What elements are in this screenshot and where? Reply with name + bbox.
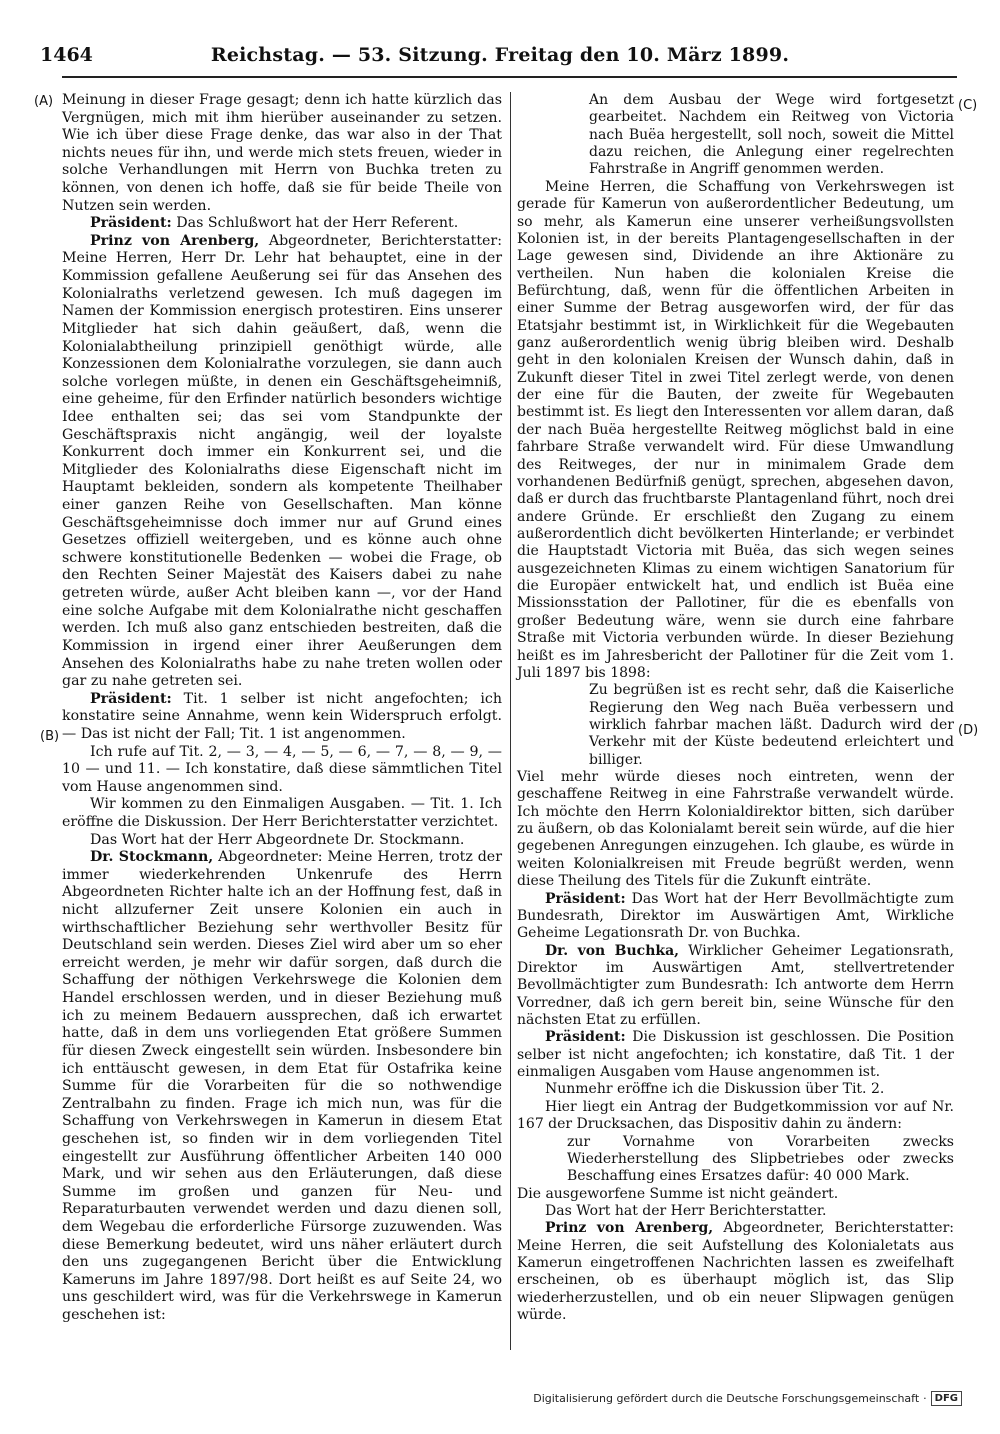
speaker-name: Prinz von Arenberg, — [90, 232, 260, 249]
margin-marker-b: (B) — [40, 729, 60, 744]
digitization-footer — [533, 1391, 962, 1406]
paragraph: Nunmehr eröffne ich die Diskussion über Tit. 2. — [545, 1081, 885, 1098]
paragraph — [62, 215, 502, 233]
page-header — [40, 44, 960, 72]
paragraph — [517, 1029, 954, 1081]
paragraph — [62, 849, 502, 1324]
speaker-name: Präsident: — [90, 215, 172, 232]
header-rule — [62, 76, 957, 78]
speaker-name: Dr. von Buchka, — [545, 942, 680, 959]
paragraph: Hier liegt ein Antrag der Budgetkommission vor auf Nr. 167 der Drucksachen, das Dispositiv dahin zu ändern: — [517, 1098, 954, 1133]
paragraph — [62, 691, 502, 744]
paragraph: Das Wort hat der Herr Berichterstatter. — [545, 1203, 827, 1219]
speaker-name: Präsident: — [545, 1029, 626, 1046]
footer-separator: · — [923, 1392, 927, 1405]
paragraph: Meinung in dieser Frage gesagt; denn ich hatte kürzlich das Vergnügen, mich mit ihm hierüber auseinander zu setzen. Wie ich über diese Frage denke, das war also in der That nichts neues für ihn, und werde mich stets freuen, wieder in solche Verhandlungen mit Herrn von Buchka treten zu können, von denen ich hoffe, daß sie für beide Theile von Nutzen sein werden. — [62, 92, 502, 214]
column-divider — [510, 92, 511, 1350]
speech-text: Die Diskussion ist geschlossen. Die Position selber ist nicht angefochten; ich konstatire, daß Tit. 1 der einmaligen Ausgaben vom Hause angenommen ist. — [517, 1029, 954, 1081]
speech-text: Das Wort hat der Herr Bevollmächtigte zum Bundesrath, Direktor im Auswärtigen Amt, Wirkliche Geheime Legationsrath Dr. von Buchka. — [517, 890, 954, 942]
speaker-name: Dr. Stockmann, — [90, 849, 214, 866]
paragraph: Wir kommen zu den Einmaligen Ausgaben. — Tit. 1. Ich eröffne die Diskussion. Der Herr Berichterstatter verzichtet. — [62, 796, 502, 830]
speech-text: Abgeordneter: Meine Herren, trotz der immer wiederkehrenden Unkenrufe des Herrn Abgeordneten Richter halte ich an der Hoffnung fest, daß in nicht allzuferner Zeit unsere Kolonien ein auch in wirthschaftlicher Beziehung sehr werthvoller Besitz für Deutschland sein werden. Dieses Ziel wird aber um so eher erreicht werden, je mehr wir dafür sorgen, daß durch die Schaffung der nöthigen Verkehrswege die Kolonien dem Handel erschlossen werden, und in dieser Beziehung muß ich zu meinem Bedauern aussprechen, daß ich erwartet hatte, daß in dem uns vorliegenden Etat größere Summen für diesen Zweck eingestellt sein würden. Insbesondere bin ich enttäuscht gewesen, in dem Etat für Ostafrika keine Summe für die Vorarbeiten für die so nothwendige Zentralbahn zu finden. Frage ich mich nun, was für die Schaffung von Verkehrswegen in Kamerun in diesem Etat geschehen ist, so finden wir in dem vorliegenden Titel eingestellt zur Ausführung öffentlicher Arbeiten 140 000 Mark, und wir sehen aus den Erläuterungen, daß diese Summe im großen und ganzen für Neu- und Reparaturbauten verwendet werden und dazu dienen soll, dem Wegebau die erforderliche Fürsorge zuzuwenden. Was diese Bemerkung bedeutet, wird uns näher erläutert durch den uns zugegangenen Bericht über die Entwicklung Kameruns im Jahre 1897/98. Dort heißt es auf Seite 24, wo uns geschildert wird, was für die Verkehrswege in Kamerun geschehen ist: — [62, 849, 502, 1324]
paragraph — [62, 233, 502, 691]
paragraph — [517, 1220, 954, 1324]
paragraph: Viel mehr würde dieses noch eintreten, wenn der geschaffene Reitweg in eine Fahrstraße verwandelt würde. Ich möchte den Herrn Kolonialdirektor bitten, sich darüber zu äußern, ob das Kolonialamt bereit sein würde, auf die hier gegebenen Anregungen einzugehen. Ich glaube, es würde in weiten Kolonialkreisen mit Freude begrüßt werden, wenn diese Theilung des Titels für die Zukunft einträte. — [517, 769, 954, 890]
paragraph — [517, 943, 954, 1030]
speaker-name: Präsident: — [545, 890, 626, 907]
speech-text: Abgeordneter, Berichterstatter: Meine Herren, die seit Aufstellung des Kolonialetats aus Kamerun eingetroffenen Nachrichten lassen es zweifelhaft erscheinen, ob es überhaupt möglich ist, das Slip wiederherzustellen, und ob ein neuer Slipwagen genügen würde. — [517, 1220, 954, 1324]
left-column — [62, 92, 502, 1325]
margin-marker-d: (D) — [958, 723, 979, 738]
running-title: Reichstag. — 53. Sitzung. Freitag den 10. März 1899. — [210, 44, 790, 66]
paragraph: Die ausgeworfene Summe ist nicht geändert. — [517, 1185, 839, 1202]
speech-text: Abgeordneter, Berichterstatter: Meine Herren, Herr Dr. Lehr hat behauptet, eine in der Kommission gefallene Aeußerung sei für das Ansehen des Kolonialraths verletzend gewesen. Ich muß dagegen im Namen der Kommission energisch protestiren. Eins unserer Mitglieder hat sich dahin geäußert, daß, wenn die Kolonialabtheilung prinzipiell genöthigt würde, alle Konzessionen dem Kolonialrathe vorzulegen, sie dann auch solche vorlegen müßte, in denen ein Geschäftsgeheimniß, eine geheime, für den Erfinder natürlich besonders wichtige Idee enthalten sei; das sei vom Standpunkte der Geschäftspraxis nicht angängig, weil der loyalste Konkurrent doch immer ein Konkurrent sei, und die Mitglieder des Kolonialraths diese Eigenschaft nicht im Hauptamt bekleiden, sondern als kompetente Theilhaber einer ganzen Reihe von Gesellschaften. Man könne Geschäftsgeheimnisse doch immer nur auf Grund eines Gesetzes offiziell weitergeben, und es könne auch ohne schwere konstitutionelle Bedenken — wobei die Frage, ob den Rechten Seiner Majestät des Kaisers dabei zu nahe getreten würde, außer Acht bleiben kann —, vor der Hand eine solche Aufgabe mit dem Kolonialrathe nicht geschaffen werden. Ich muß also ganz entschieden bestreiten, daß die Kommission in irgend einer ihrer Aeußerungen dem Ansehen des Kolonialraths habe zu nahe treten wollen oder gar zu nahe getreten sei. — [62, 232, 502, 690]
right-column — [517, 92, 954, 1325]
speaker-name: Präsident: — [90, 690, 172, 707]
paragraph — [517, 891, 954, 943]
margin-marker-a: (A) — [34, 94, 54, 109]
paragraph: Das Wort hat der Herr Abgeordnete Dr. Stockmann. — [90, 831, 465, 848]
speech-text: Das Schlußwort hat der Herr Referent. — [171, 215, 459, 232]
quotation: Zu begrüßen ist es recht sehr, daß die Kaiserliche Regierung den Weg nach Buëa verbessern und wirklich fahrbar machen läßt. Dadurch wird der Verkehr mit der Küste bedeutend erleichtert und billiger. — [589, 682, 954, 768]
speech-text: Wirklicher Geheimer Legationsrath, Direktor im Auswärtigen Amt, stellvertretender Bevollmächtigter zum Bundesrath: Ich antworte dem Herrn Vorredner, daß ich gern bereit bin, seine Wünsche für den nächsten Etat zu erfüllen. — [517, 942, 954, 1029]
speech-text: Tit. 1 selber ist nicht angefochten; ich konstatire seine Annahme, wenn kein Widerspruch erfolgt. — Das ist nicht der Fall; Tit. 1 ist angenommen. — [62, 690, 502, 742]
paragraph: Ich rufe auf Tit. 2, — 3, — 4, — 5, — 6, — 7, — 8, — 9, — 10 — und 11. — Ich konstatire, daß diese sämmtlichen Titel vom Hause angenommen sind. — [62, 743, 502, 795]
dfg-logo-icon: DFG — [931, 1391, 962, 1406]
page-number: 1464 — [40, 44, 93, 66]
quotation: An dem Ausbau der Wege wird fortgesetzt gearbeitet. Nachdem ein Reitweg von Victoria nach Buëa hergestellt, soll noch, soweit die Mittel dazu reichen, die Anlegung einer regelrechten Fahrstraße in Angriff genommen werden. — [589, 92, 954, 178]
margin-marker-c: (C) — [958, 98, 978, 113]
footer-text: Digitalisierung gefördert durch die Deutsche Forschungsgemeinschaft — [533, 1392, 920, 1405]
quotation: zur Vornahme von Vorarbeiten zwecks Wiederherstellung des Slipbetriebes oder zwecks Beschaffung eines Ersatzes dafür: 40 000 Mark. — [567, 1133, 954, 1185]
speaker-name: Prinz von Arenberg, — [545, 1220, 714, 1237]
paragraph: Meine Herren, die Schaffung von Verkehrswegen ist gerade für Kamerun von außerordentlicher Bedeutung, um so mehr, als Kamerun eine unserer verheißungsvollsten Kolonien ist, in der bereits Plantagengesellschaften in der Lage gewesen sind, Dividende an ihre Aktionäre zu vertheilen. Nun haben die kolonialen Kreise die Befürchtung, daß, wenn für die öffentlichen Arbeiten in einer Summe der Betrag ausgeworfen wird, der für das Etatsjahr bestimmt ist, in Wirklichkeit für die Wegebauten ganz außerordentlich wenig übrig bleiben wird. Deshalb geht in den kolonialen Kreisen der Wunsch dahin, daß in Zukunft dieser Titel in zwei Titel zerlegt werde, von denen der eine für die Bauten, der zweite für Wegebauten bestimmt ist. Es liegt den Interessenten vor allem daran, daß der nach Buëa hergestellte Reitweg möglichst bald in eine fahrbare Straße verwandelt wird. Für diese Umwandlung des Reitweges, der nur in minimalem Grade dem vorhandenen Bedürfniß genügt, sprechen, abgesehen davon, daß er durch das fruchtbarste Plantagenland führt, noch drei andere Gründe. Er erschließt den Zugang zu einem außerordentlich dicht bevölkerten Hinterlande; er verbindet die Hauptstadt Victoria mit Buëa, das sich wegen seines ausgezeichneten Klimas zu einem wichtigen Sanatorium für die Europäer entwickelt hat, und endlich ist Buëa eine Missionsstation der Pallotiner, für die es ebenfalls von großer Bedeutung wäre, wenn sie durch eine fahrbare Straße mit Victoria verbunden würde. In dieser Beziehung heißt es im Jahresbericht der Pallotiner für die Zeit vom 1. Juli 1897 bis 1898: — [517, 178, 954, 681]
